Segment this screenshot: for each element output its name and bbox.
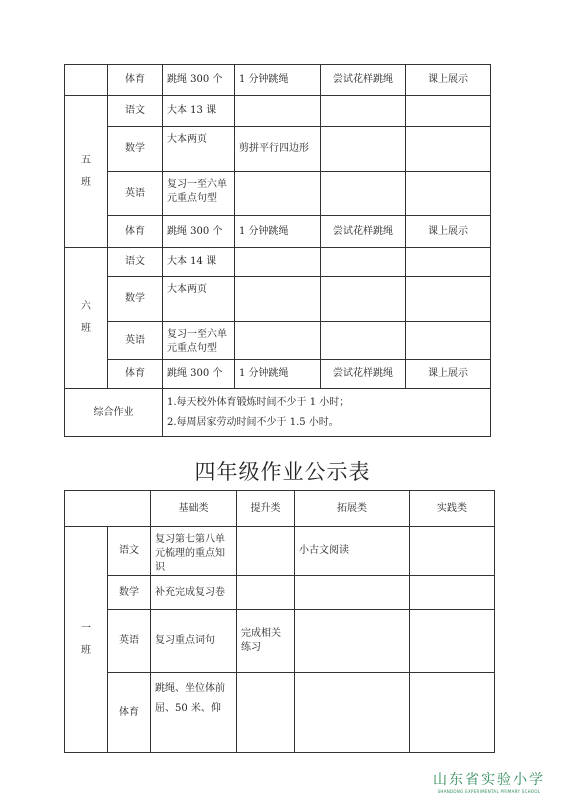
improve-cell: 1 分钟跳绳 bbox=[235, 216, 321, 248]
basic-cell: 复习一至六单元重点句型 bbox=[163, 172, 235, 216]
subject-cell: 体育 bbox=[108, 360, 163, 389]
practice-cell: 课上展示 bbox=[406, 216, 491, 248]
practice-cell bbox=[406, 172, 491, 216]
practice-cell bbox=[406, 248, 491, 277]
improve-cell bbox=[237, 527, 295, 576]
subject-cell: 语文 bbox=[108, 248, 163, 277]
class-1-label: 一 班 bbox=[65, 527, 108, 753]
practice-cell bbox=[410, 610, 495, 673]
extend-cell bbox=[321, 248, 406, 277]
subject-cell: 体育 bbox=[108, 65, 163, 96]
improve-cell bbox=[235, 277, 321, 322]
improve-cell bbox=[237, 576, 295, 610]
table-row bbox=[65, 360, 491, 389]
improve-cell: 1 分钟跳绳 bbox=[235, 65, 321, 96]
comprehensive-line: 1.每天校外体育锻炼时间不少于 1 小时； bbox=[167, 396, 350, 408]
header-practice: 实践类 bbox=[410, 491, 495, 527]
improve-cell: 剪拼平行四边形 bbox=[235, 127, 321, 172]
homework-table-continued bbox=[64, 64, 491, 437]
basic-cell: 跳绳 300 个 bbox=[163, 65, 235, 96]
extend-cell bbox=[321, 277, 406, 322]
subject-cell: 数学 bbox=[108, 277, 163, 322]
practice-cell bbox=[406, 322, 491, 360]
table-row bbox=[65, 389, 491, 437]
table-row bbox=[65, 673, 495, 753]
table-row bbox=[65, 65, 491, 96]
comprehensive-label: 综合作业 bbox=[65, 389, 163, 437]
subject-cell: 英语 bbox=[108, 322, 163, 360]
school-logo-name: 山东省实验小学 bbox=[433, 772, 545, 788]
subject-cell: 数学 bbox=[108, 576, 151, 610]
practice-cell bbox=[410, 673, 495, 753]
table-row bbox=[65, 576, 495, 610]
class-6-label: 六 班 bbox=[65, 248, 108, 389]
improve-cell bbox=[235, 248, 321, 277]
subject-cell: 语文 bbox=[108, 527, 151, 576]
practice-cell bbox=[410, 576, 495, 610]
practice-cell: 课上展示 bbox=[406, 65, 491, 96]
class-cell bbox=[65, 65, 108, 96]
basic-cell: 大本 13 课 bbox=[163, 96, 235, 127]
basic-cell: 复习一至六单元重点句型 bbox=[163, 322, 235, 360]
extend-cell bbox=[295, 576, 410, 610]
practice-cell bbox=[406, 96, 491, 127]
practice-cell bbox=[410, 527, 495, 576]
basic-cell: 跳绳 300 个 bbox=[163, 216, 235, 248]
basic-cell: 大本两页 bbox=[163, 127, 235, 172]
page-title: 四年级作业公示表 bbox=[194, 460, 371, 484]
improve-cell bbox=[237, 673, 295, 753]
header-basic: 基础类 bbox=[151, 491, 237, 527]
improve-cell: 完成相关练习 bbox=[237, 610, 295, 673]
subject-cell: 英语 bbox=[108, 610, 151, 673]
table-row bbox=[65, 248, 491, 277]
basic-cell: 大本 14 课 bbox=[163, 248, 235, 277]
subject-cell: 数学 bbox=[108, 127, 163, 172]
basic-cell: 跳绳、坐位体前屈、50 米、仰 bbox=[151, 673, 237, 753]
extend-cell: 小古文阅读 bbox=[295, 527, 410, 576]
improve-cell: 1 分钟跳绳 bbox=[235, 360, 321, 389]
practice-cell: 课上展示 bbox=[406, 360, 491, 389]
extend-cell bbox=[321, 322, 406, 360]
subject-cell: 体育 bbox=[108, 673, 151, 753]
header-row bbox=[65, 491, 495, 527]
basic-cell: 大本两页 bbox=[163, 277, 235, 322]
table-row bbox=[65, 127, 491, 172]
improve-cell bbox=[235, 322, 321, 360]
practice-cell bbox=[406, 127, 491, 172]
extend-cell bbox=[321, 96, 406, 127]
subject-cell: 体育 bbox=[108, 216, 163, 248]
school-logo bbox=[433, 769, 545, 794]
corner-cell bbox=[65, 491, 151, 527]
comprehensive-line: 2.每周居家劳动时间不少于 1.5 小时。 bbox=[167, 416, 339, 428]
practice-cell bbox=[406, 277, 491, 322]
table-row bbox=[65, 527, 495, 576]
basic-cell: 补充完成复习卷 bbox=[151, 576, 237, 610]
class-5-label: 五 班 bbox=[65, 96, 108, 248]
comprehensive-content bbox=[163, 389, 491, 437]
extend-cell: 尝试花样跳绳 bbox=[321, 216, 406, 248]
table-row bbox=[65, 172, 491, 216]
extend-cell bbox=[295, 673, 410, 753]
extend-cell bbox=[321, 127, 406, 172]
basic-cell: 复习重点词句 bbox=[151, 610, 237, 673]
school-logo-english: SHANDONG EXPERIMENTAL PRIMARY SCHOOL bbox=[437, 789, 541, 794]
subject-cell: 英语 bbox=[108, 172, 163, 216]
table-row bbox=[65, 610, 495, 673]
extend-cell: 尝试花样跳绳 bbox=[321, 65, 406, 96]
grade4-homework-table bbox=[64, 490, 495, 753]
table-row bbox=[65, 216, 491, 248]
basic-cell: 跳绳 300 个 bbox=[163, 360, 235, 389]
extend-cell bbox=[295, 610, 410, 673]
header-extend: 拓展类 bbox=[295, 491, 410, 527]
extend-cell bbox=[321, 172, 406, 216]
subject-cell: 语文 bbox=[108, 96, 163, 127]
table-row bbox=[65, 322, 491, 360]
basic-cell: 复习第七第八单元梳理的重点知识 bbox=[151, 527, 237, 576]
table-row bbox=[65, 277, 491, 322]
improve-cell bbox=[235, 96, 321, 127]
extend-cell: 尝试花样跳绳 bbox=[321, 360, 406, 389]
table-row bbox=[65, 96, 491, 127]
improve-cell bbox=[235, 172, 321, 216]
header-improve: 提升类 bbox=[237, 491, 295, 527]
